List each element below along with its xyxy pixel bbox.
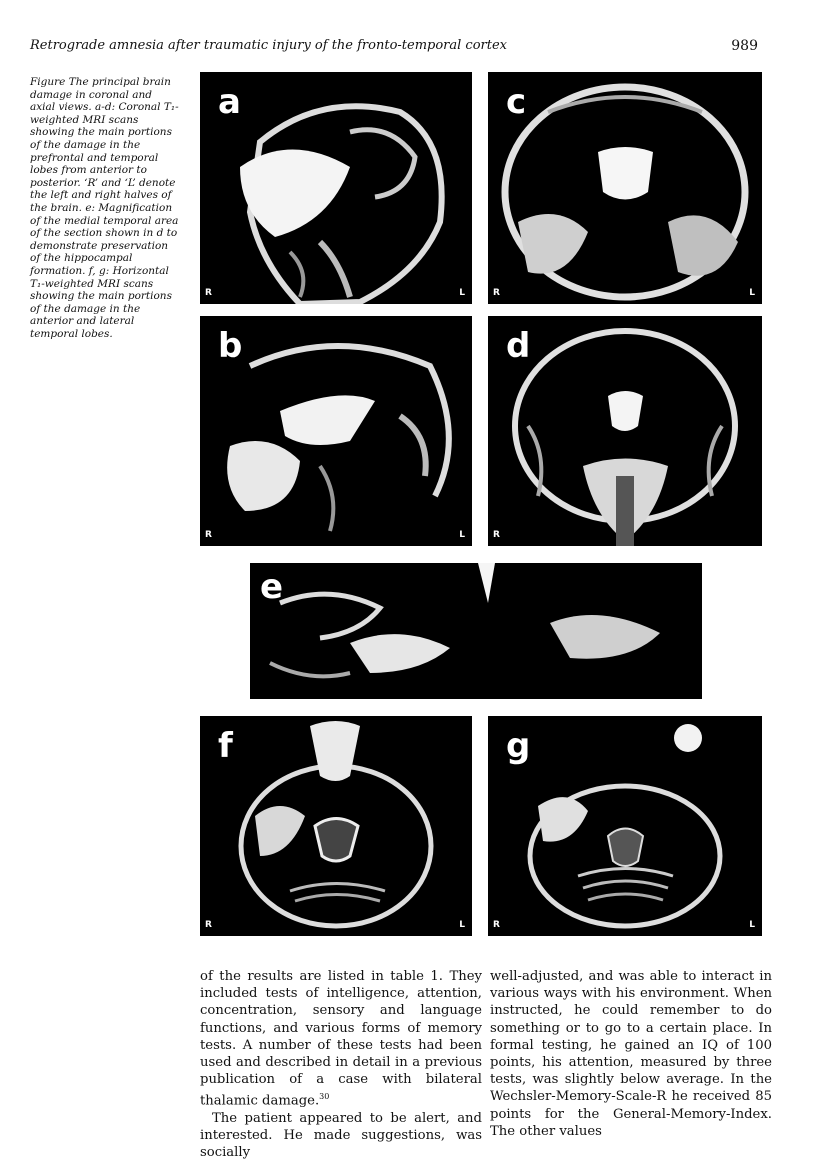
body-paragraph: well-adjusted, and was able to interact in various ways with his environment. When instructed, he could remember to do something or to go to a certain place. In formal testing, he gained an IQ of 100 points, his attention, measured by three tests, was slightly below average. In the Wechsler-Memory-Scale-R he received 85 points for the General-Memory-Index. The other values — [490, 969, 772, 1139]
body-column-right — [490, 968, 772, 1140]
page-number: 989 — [731, 38, 758, 54]
panel-d-right-marker: R — [493, 530, 500, 540]
panel-a-left-marker: L — [459, 288, 465, 298]
body-column-left — [200, 968, 482, 1162]
mri-panel-b — [200, 316, 472, 546]
mri-panel-g — [488, 716, 762, 936]
panel-label-c: c — [506, 82, 527, 122]
panel-label-b: b — [218, 326, 243, 366]
panel-c-left-marker: L — [749, 288, 755, 298]
mri-panel-a — [200, 72, 472, 304]
mri-panel-e — [250, 563, 702, 699]
mri-panel-f — [200, 716, 472, 936]
panel-label-g: g — [506, 726, 531, 766]
panel-a-right-marker: R — [205, 288, 212, 298]
running-title: Retrograde amnesia after traumatic injury of the fronto-temporal cortex — [30, 38, 508, 53]
mri-panel-d — [488, 316, 762, 546]
body-text: of the results are listed in table 1. They included tests of intelligence, attention, concentration, sensory and language functions, and various forms of memory tests. A number of these tests had been used and described in detail in a previous publication of a case with bilateral thalamic damage. — [200, 969, 482, 1109]
panel-g-right-marker: R — [493, 920, 500, 930]
panel-label-f: f — [218, 726, 233, 766]
panel-label-e: e — [260, 567, 284, 607]
figure-caption: Figure The principal brain damage in coronal and axial views. a-d: Coronal T₁-weighted MRI scans showing the main portions of the damage in the prefrontal and temporal lobes from anterior to posterior. ‘R’ and ‘L’ denote the left and right halves of the brain. e: Magnification of the medial temporal area of the section shown in d to demonstrate preservation of the hippocampal formation. f, g: Horizontal T₁-weighted MRI scans showing the main portions of the damage in the anterior and lateral temporal lobes. — [30, 76, 179, 340]
mri-image-e — [250, 563, 702, 699]
panel-b-right-marker: R — [205, 530, 212, 540]
mri-image-f — [200, 716, 472, 936]
mri-image-c — [488, 72, 762, 304]
panel-g-left-marker: L — [749, 920, 755, 930]
panel-f-right-marker: R — [205, 920, 212, 930]
panel-f-left-marker: L — [459, 920, 465, 930]
body-paragraph — [200, 968, 482, 1110]
reference-marker: 30 — [319, 1092, 330, 1102]
panel-label-d: d — [506, 326, 531, 366]
mri-panel-c — [488, 72, 762, 304]
body-paragraph: The patient appeared to be alert, and interested. He made suggestions, was socially — [200, 1111, 482, 1161]
panel-b-left-marker: L — [459, 530, 465, 540]
panel-c-right-marker: R — [493, 288, 500, 298]
panel-label-a: a — [218, 82, 241, 122]
